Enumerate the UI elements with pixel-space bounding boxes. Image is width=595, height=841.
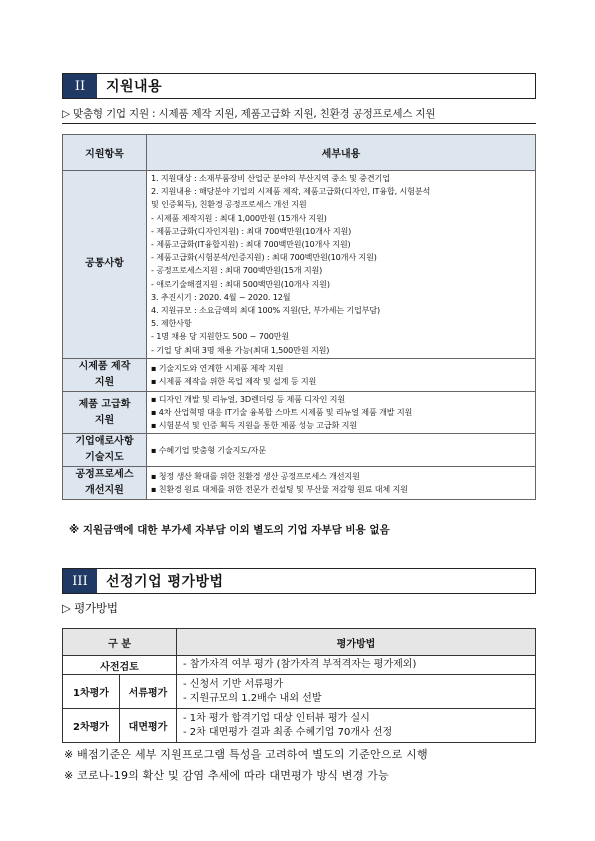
table-row: [63, 709, 536, 743]
table-header-row: [63, 629, 536, 656]
pre-review-label: 사전검토: [63, 656, 177, 675]
evaluation-table: [62, 628, 536, 743]
row-content: ▪ 수혜기업 맞춤형 기술지도/자문: [147, 434, 536, 467]
support-content-table: [62, 134, 536, 500]
round-label: 1차평가: [63, 675, 120, 709]
scoring-note: ※ 배점기준은 세부 지원프로그램 특성을 고려하여 별도의 기준안으로 시행: [64, 748, 428, 761]
row-label: 공통사항: [63, 171, 147, 359]
row-content: ▪ 기술지도와 연계한 시제품 제작 지원 ▪ 시제품 제작을 위한 목업 제작 및 설계 등 지원: [147, 358, 536, 391]
round-label: 2차평가: [63, 709, 120, 743]
row-content: ▪ 디자인 개발 및 리뉴얼, 3D렌더링 등 제품 디자인 지원 ▪ 4차 산업혁명 대응 IT기술 융복합 스마트 시제품 및 리뉴얼 제품 개발 지원 ▪ 시험분석 및 인증 획득 지원을 통한 제품 성능 고급화 지원: [147, 391, 536, 434]
section-2-header: [62, 73, 536, 99]
header-category: 구 분: [63, 629, 177, 656]
covid-note: ※ 코로나-19의 확산 및 감염 추세에 따라 대면평가 방식 변경 가능: [64, 769, 389, 782]
header-support-item: 지원항목: [63, 135, 147, 171]
row-label: 공정프로세스 개선지원: [63, 467, 147, 500]
support-lead-text: ▷ 맞춤형 기업 지원 : 시제품 제작 지원, 제품고급화 지원, 친환경 공정프로세스 지원: [62, 108, 436, 120]
table-row: [63, 434, 536, 467]
evaluation-lead-text: ▷ 평가방법: [62, 601, 118, 615]
header-details: 세부내용: [147, 135, 536, 171]
table-row: [63, 656, 536, 675]
table-row: [63, 391, 536, 434]
table-row: [63, 675, 536, 709]
table-header-row: [63, 135, 536, 171]
round-type: 대면평가: [120, 709, 177, 743]
section-2-title: 지원내용: [106, 79, 163, 95]
vat-note: ※ 지원금액에 대한 부가세 자부담 이외 별도의 기업 자부담 비용 없음: [69, 524, 390, 536]
section-3-number: III: [63, 569, 97, 593]
row-content: 1. 지원대상 : 소재부품장비 산업군 분야의 부산지역 중소 및 중견기업 2. 지원내용 : 해당분야 기업의 시제품 제작, 제품고급화(디자인, IT융합, 시험분석 및 인증획득), 친환경 공정프로세스 개선 지원 - 시제품 제작지원 : 최대 1,000만원 (15개사 지원) - 제품고급화(디자인지원) : 최대 700백만원(10개사 지원) - 제품고급화(IT융합지원) : 최대 700백만원(10개사 지원) - 제품고급화(시험분석/인증지원) : 최대 700백만원(10개사 지원) - 공정프로세스지원 : 최대 700백만원(15개 지원) - 애로기술해결지원 : 최대 500백만원(10개사 지원) 3. 추진시기 : 2020. 4월 ~ 2020. 12월 4. 지원규모 : 소요금액의 최대 100% 지원(단, 부가세는 기업부담) 5. 제한사항 - 1명 채용 당 지원한도 500 ~ 700만원 - 기업 당 최대 3명 채용 가능(최대 1,500만원 지원): [147, 171, 536, 359]
header-evaluation-method: 평가방법: [177, 629, 536, 656]
lead-underline: [62, 123, 536, 124]
section-3-header: [62, 568, 536, 594]
section-2-number: II: [63, 74, 97, 98]
table-row: [63, 171, 536, 359]
round-content: - 1차 평가 합격기업 대상 인터뷰 평가 실시 - 2차 대면평가 결과 최종 수혜기업 70개사 선정: [177, 709, 536, 743]
round-content: - 신청서 기반 서류평가 - 지원규모의 1.2배수 내외 선발: [177, 675, 536, 709]
table-row: [63, 358, 536, 391]
pre-review-content: - 참가자격 여부 평가 (참가자격 부적격자는 평가제외): [177, 656, 536, 675]
row-content: ▪ 청정 생산 확대를 위한 친환경 생산 공정프로세스 개선지원 ▪ 친환경 원료 대체를 위한 전문가 컨설팅 및 부산물 저감형 원료 대체 지원: [147, 467, 536, 500]
row-label: 기업애로사항 기술지도: [63, 434, 147, 467]
row-label: 제품 고급화 지원: [63, 391, 147, 434]
row-label: 시제품 제작 지원: [63, 358, 147, 391]
round-type: 서류평가: [120, 675, 177, 709]
section-3-title: 선정기업 평가방법: [106, 574, 224, 590]
table-row: [63, 467, 536, 500]
